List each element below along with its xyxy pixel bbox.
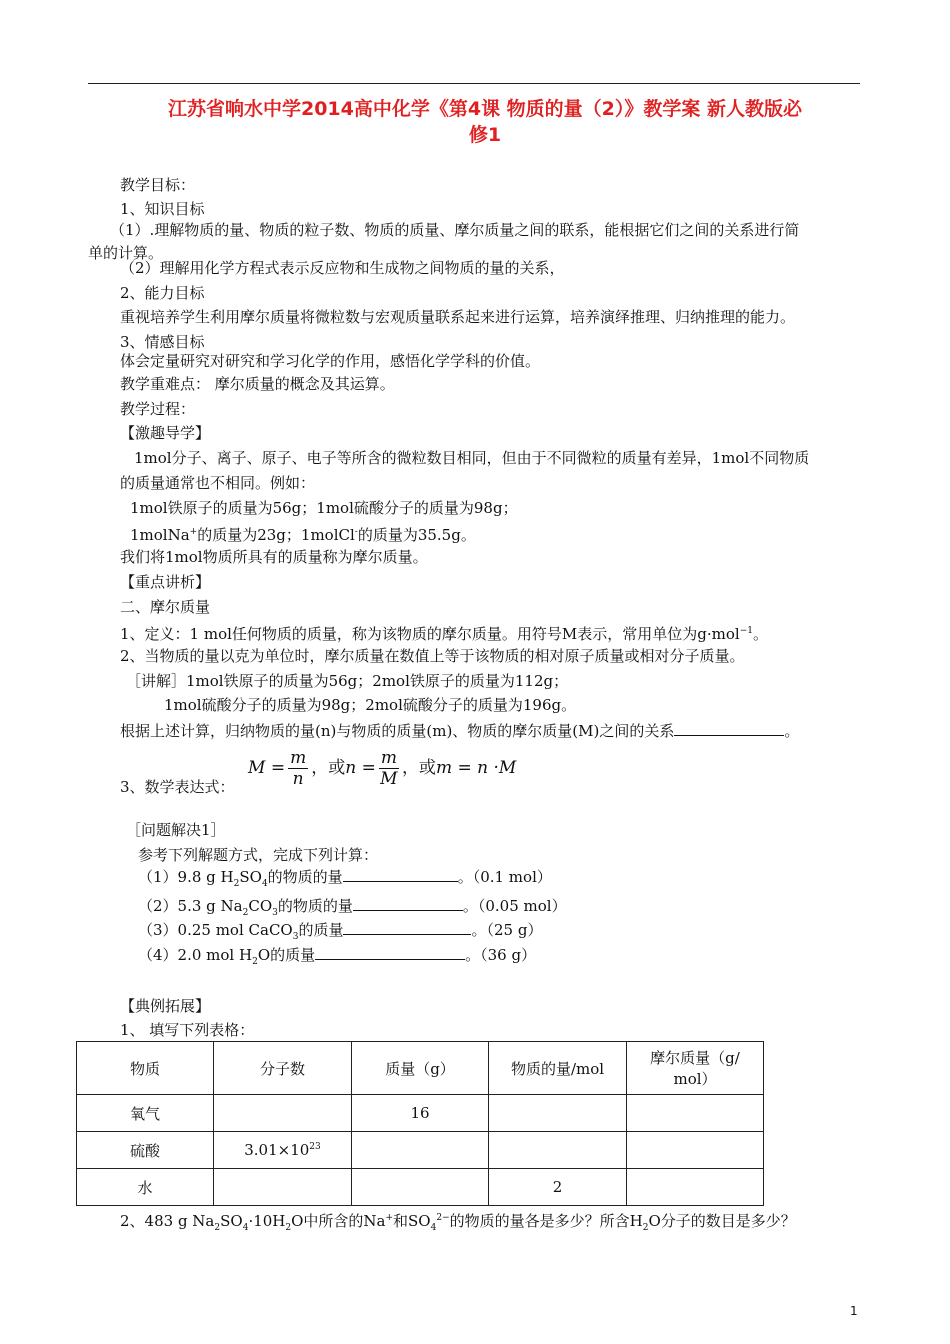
page-title: [100, 96, 870, 148]
page-number: 1: [850, 1304, 858, 1318]
table-header-cell: 分子数: [214, 1042, 352, 1095]
table-cell[interactable]: [627, 1132, 764, 1169]
knowledge-item-2: （2）理解用化学方程式表示反应物和生成物之间物质的量的关系，: [120, 259, 565, 277]
table-cell[interactable]: [489, 1095, 627, 1132]
key-points: 教学重难点： 摩尔质量的概念及其运算。: [120, 375, 395, 393]
intro-paragraph-b: 的质量通常也不相同。例如：: [120, 474, 316, 492]
item-2-line: 2、当物质的量以克为单位时，摩尔质量在数值上等于该物质的相对原子质量或相对分子质量。: [120, 647, 745, 665]
table-cell[interactable]: [352, 1132, 489, 1169]
knowledge-item-1a: （1）.理解物质的量、物质的粒子数、物质的质量、摩尔质量之间的联系，能根据它们之间的关系进行简: [110, 221, 800, 239]
answer-blank[interactable]: [674, 721, 784, 736]
answer-blank[interactable]: [353, 896, 463, 911]
focus-heading: 【重点讲析】: [120, 573, 211, 591]
answer-blank[interactable]: [343, 867, 458, 882]
section-molar-mass: 二、摩尔质量: [120, 598, 211, 616]
knowledge-goal: 1、知识目标: [120, 200, 205, 218]
extension-heading: 【典例拓展】: [120, 997, 211, 1015]
extension-question-2: 2、483 g $Na_2SO_4\cdot 10H_2O$中所含的Na+和$SO_4^{2-}$的物质的量各是多少？所含$H_2O$分子的数目是多少？: [120, 1212, 796, 1233]
intro-example-1: 1mol铁原子的质量为56g；1mol硫酸分子的质量为98g；: [130, 499, 518, 517]
explain-line-2: 1mol硫酸分子的质量为98g；2mol硫酸分子的质量为196g。: [164, 696, 577, 714]
explain-line-1: ［讲解］1mol铁原子的质量为56g；2mol铁原子的质量为112g；: [126, 672, 569, 690]
table-cell: 水: [77, 1169, 214, 1206]
table-cell[interactable]: [214, 1169, 352, 1206]
goals-heading: 教学目标：: [120, 176, 196, 194]
math-formula: M = $\frac{m}{n}$ ，或n = $\frac{m}{M}$ ，或m = n ·M: [248, 748, 517, 789]
table-cell[interactable]: [489, 1132, 627, 1169]
table-cell[interactable]: [352, 1169, 489, 1206]
table-header-cell: 物质的量/mol: [489, 1042, 627, 1095]
problem-1: （1）9.8 g $H_2SO_4$的物质的量 。（0.1 mol）: [138, 868, 552, 889]
intro-heading: 【激趣导学】: [120, 424, 211, 442]
table-row: [77, 1169, 764, 1206]
molar-mass-table: [76, 1041, 764, 1206]
table-cell: 16: [352, 1095, 489, 1132]
table-cell: 氧气: [77, 1095, 214, 1132]
answer-blank[interactable]: [315, 945, 465, 960]
table-header-cell: 摩尔质量（g/ mol）: [627, 1042, 764, 1095]
ability-text: 重视培养学生利用摩尔质量将微粒数与宏观质量联系起来进行运算，培养演绎推理、归纳推理的能力。: [120, 308, 796, 326]
summary-line: 根据上述计算，归纳物质的量(n)与物质的质量(m)、物质的摩尔质量(M)之间的关系 。: [120, 722, 800, 740]
problems-instruction: 参考下列解题方式，完成下列计算：: [138, 846, 379, 864]
table-row: [77, 1095, 764, 1132]
table-header-cell: 物质: [77, 1042, 214, 1095]
answer-blank[interactable]: [343, 920, 471, 935]
problems-heading: ［问题解决1］: [126, 821, 226, 839]
table-cell: 硫酸: [77, 1132, 214, 1169]
table-cell: $3.01\times 10^{23}$: [214, 1132, 352, 1169]
table-cell: 2: [489, 1169, 627, 1206]
emotion-goal: 3、情感目标: [120, 333, 205, 351]
table-header-row: [77, 1042, 764, 1095]
title-line-2: 修1: [468, 124, 502, 146]
problem-3: （3）0.25 mol CaCO$_3$的质量 。（25 g）: [138, 921, 543, 942]
title-line-1: 江苏省响水中学2014高中化学《第4课 物质的量（2）》教学案 新人教版必: [167, 98, 803, 120]
extension-question-1: 1、 填写下列表格：: [120, 1021, 255, 1039]
definition-line: 1、定义：1 mol任何物质的质量，称为该物质的摩尔质量。用符号M表示，常用单位为g·mol$^{-1}$。: [120, 625, 768, 643]
table-cell[interactable]: [627, 1169, 764, 1206]
problem-2: （2）5.3 g $Na_2CO_3$的物质的量 。（0.05 mol）: [138, 897, 567, 918]
header-rule: [88, 83, 860, 84]
process-heading: 教学过程：: [120, 400, 196, 418]
table-row: [77, 1132, 764, 1169]
ability-goal: 2、能力目标: [120, 284, 205, 302]
intro-paragraph-a: 1mol分子、离子、原子、电子等所含的微粒数目相同，但由于不同微粒的质量有差异，1mol不同物质: [134, 449, 810, 467]
table-cell[interactable]: [627, 1095, 764, 1132]
expression-label: 3、数学表达式：: [120, 778, 235, 796]
table-header-cell: 质量（g）: [352, 1042, 489, 1095]
knowledge-item-1b: 单的计算。: [88, 244, 164, 262]
problem-4: （4）2.0 mol $H_2O$的质量 。（36 g）: [138, 946, 537, 967]
emotion-text: 体会定量研究对研究和学习化学的作用，感悟化学学科的价值。: [120, 352, 541, 370]
table-cell[interactable]: [214, 1095, 352, 1132]
intro-definition: 我们将1mol物质所具有的质量称为摩尔质量。: [120, 548, 428, 566]
intro-example-2: 1molNa+的质量为23g；1molCl-的质量为35.5g。: [130, 526, 476, 544]
